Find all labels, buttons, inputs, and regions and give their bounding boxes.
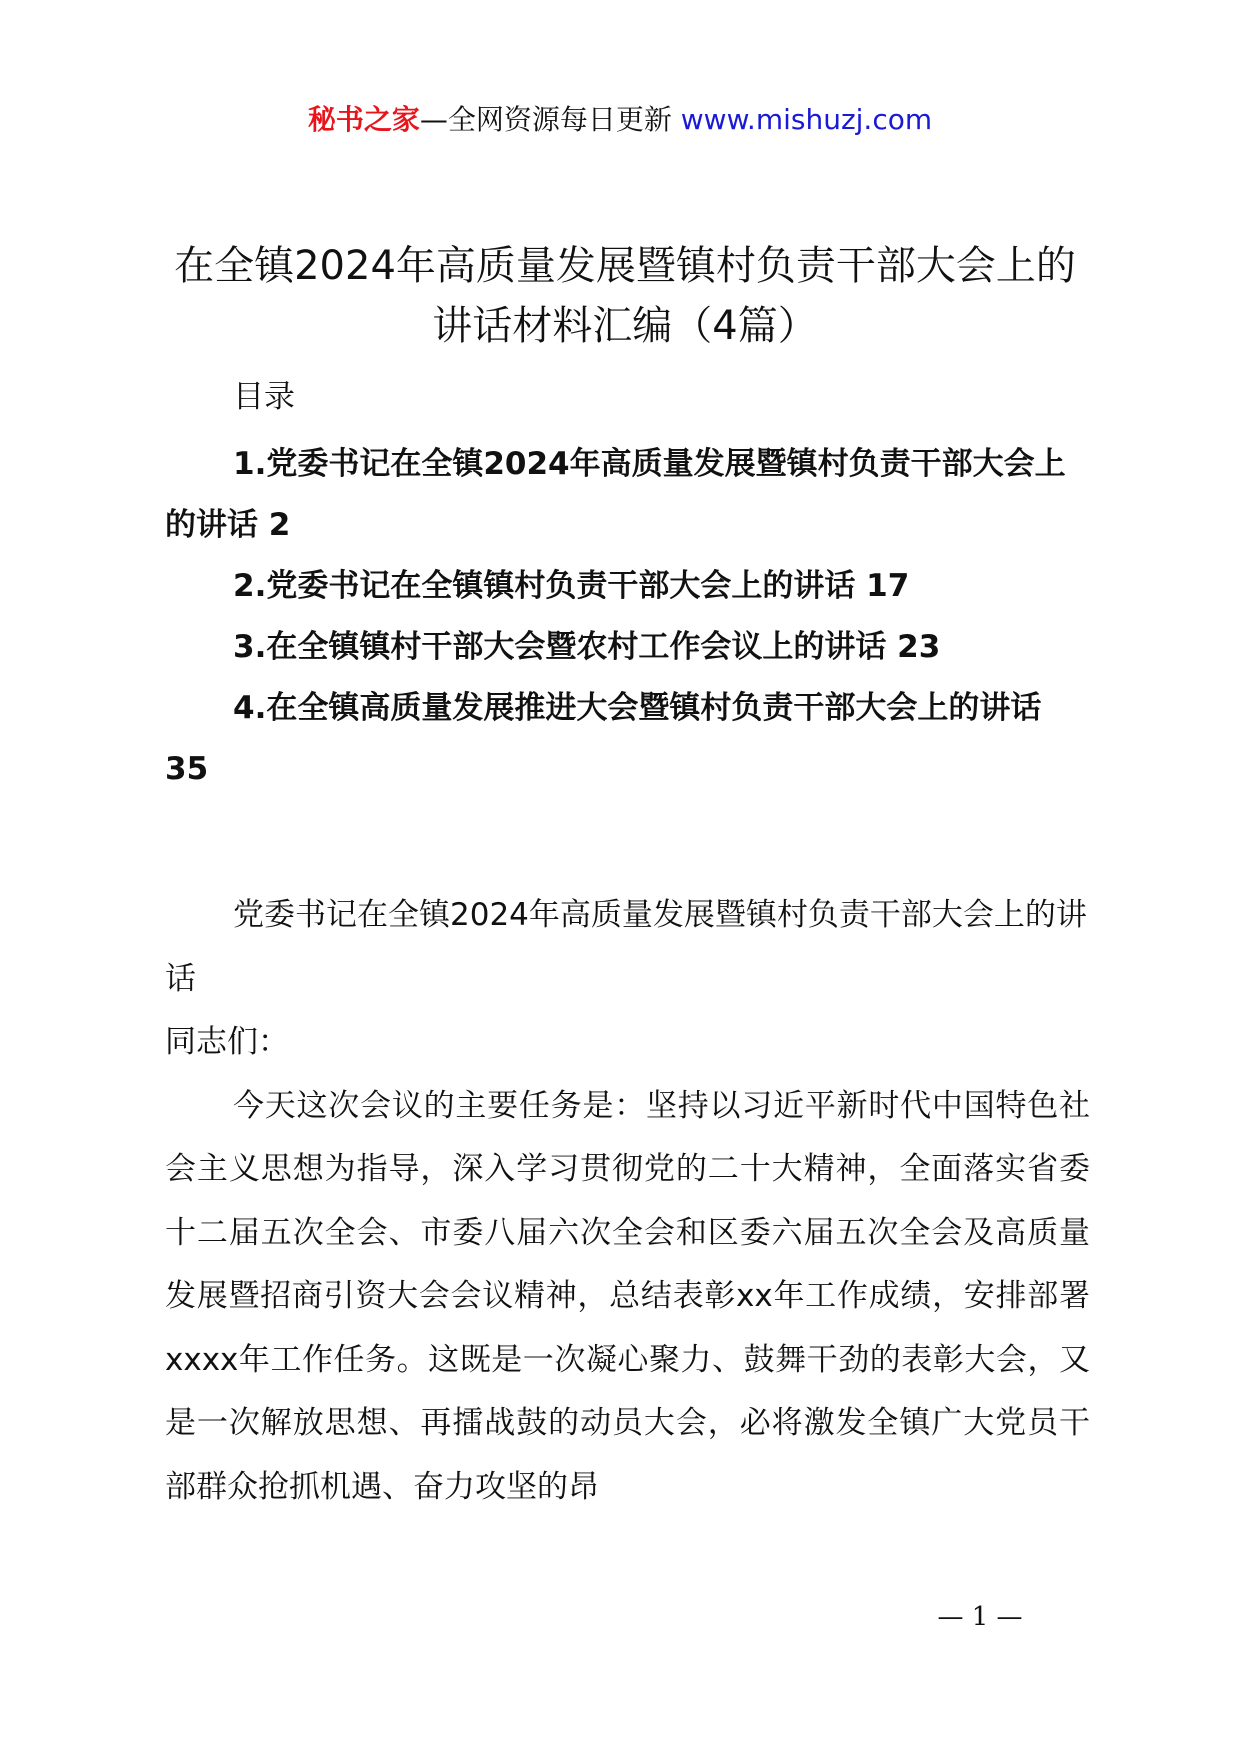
section-title: 党委书记在全镇2024年高质量发展暨镇村负责干部大会上的讲话 <box>165 897 1087 997</box>
brand-name: 秘书之家 <box>307 103 420 136</box>
toc-heading: 目录 <box>233 379 295 415</box>
body-paragraph: 今天这次会议的主要任务是：坚持以习近平新时代中国特色社会主义思想为指导，深入学习贯彻党的二十大精神，全面落实省委十二届五次全会、市委八届六次全会和区委六届五次全会及高质量发展暨招商引资大会会议精神，总结表彰xx年工作成绩，安排部署xxxx年工作任务。这既是一次凝心聚力、鼓舞干劲的表彰大会，又是一次解放思想、再擂战鼓的动员大会，必将激发全镇广大党员干部群众抢抓机遇、奋力攻坚的昂 <box>165 1087 1090 1505</box>
header-tagline: —全网资源每日更新 <box>419 103 681 136</box>
table-of-contents <box>165 434 1090 800</box>
salutation: 同志们： <box>165 1024 289 1060</box>
toc-item[interactable]: 1.党委书记在全镇2024年高质量发展暨镇村负责干部大会上的讲话 2 <box>165 446 1066 543</box>
page-number: — 1 — <box>937 1602 1023 1632</box>
toc-item[interactable]: 3.在全镇镇村干部大会暨农村工作会议上的讲话 23 <box>233 629 941 665</box>
toc-item[interactable]: 2.党委书记在全镇镇村负责干部大会上的讲话 17 <box>233 568 910 604</box>
toc-item[interactable]: 4.在全镇高质量发展推进大会暨镇村负责干部大会上的讲话 35 <box>165 690 1042 787</box>
site-url-link[interactable]: www.mishuzj.com <box>680 103 933 136</box>
site-header <box>0 100 1240 140</box>
document-title: 在全镇2024年高质量发展暨镇村负责干部大会上的讲话材料汇编（4篇） <box>174 243 1076 349</box>
document-body <box>165 884 1090 1519</box>
